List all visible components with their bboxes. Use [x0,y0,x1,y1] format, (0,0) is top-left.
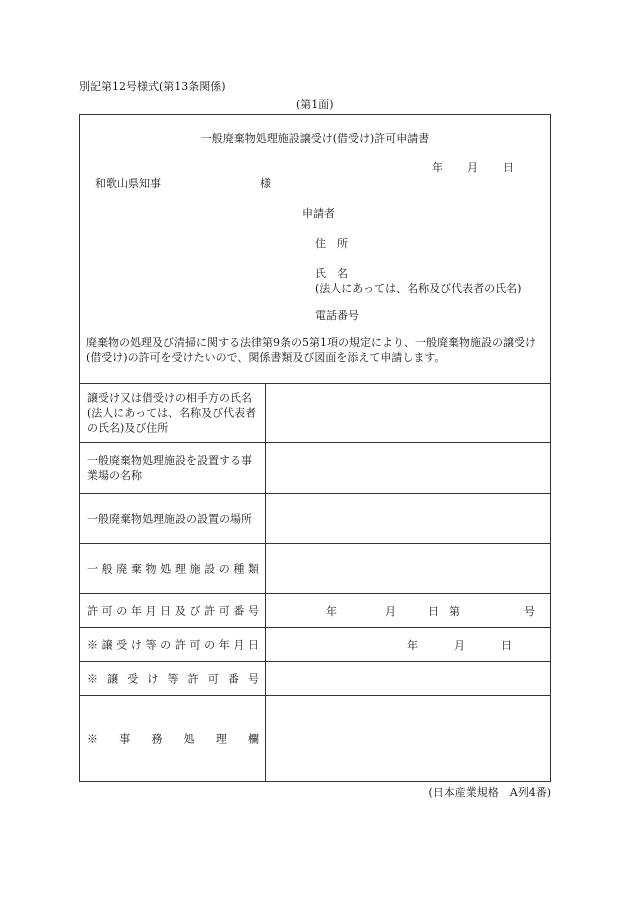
row-label-facility-site-name: 一般廃棄物処理施設を設置する事業場の名称 [87,454,252,482]
transfer-permit-day: 日 [501,638,512,652]
permit-day: 日 [428,604,439,618]
row-label-facility-type: 一般廃棄物処理施設の種類 [87,562,259,575]
application-form [79,114,551,782]
row-label-permit-date-number: 許可の年月日及び許可番号 [87,604,259,617]
date-month: 月 [467,161,478,174]
table-row [80,383,550,443]
honorific: 様 [260,177,271,190]
permit-year: 年 [326,604,337,618]
table-row [80,594,550,628]
address-label: 住 所 [315,237,348,250]
transfer-permit-date-value-field[interactable] [266,628,550,661]
transfer-permit-year: 年 [407,638,418,652]
date-year: 年 [432,161,443,174]
table-row [80,628,550,662]
row-label-transfer-permit-date: ※譲受け等の許可の年月日 [87,638,259,651]
name-label: 氏 名 [315,267,348,280]
addressee: 和歌山県知事 [95,177,161,190]
permit-number-prefix: 第 [449,604,460,618]
facility-site-name-value-field[interactable] [266,443,550,493]
row-label-facility-location: 一般廃棄物処理施設の設置の場所 [87,512,252,525]
row-label-transfer-permit-number: ※譲受け等許可番号 [87,672,259,685]
page-label: (第1面) [296,98,334,111]
phone-label: 電話番号 [315,309,359,322]
permit-date-number-value-field[interactable] [266,594,550,627]
name-note: (法人にあっては、名称及び代表者の氏名) [315,282,522,295]
counterparty-value-field[interactable] [266,383,550,442]
form-number: 別記第12号様式(第13条関係) [79,80,226,93]
application-statement: 廃棄物の処理及び清掃に関する法律第9条の5第1項の規定により、一般廃棄物施設の譲受け(借受け)の許可を受けたいので、関係書類及び図面を添えて申請します。 [86,336,536,364]
form-header [80,115,550,384]
form-title: 一般廃棄物処理施設譲受け(借受け)許可申請書 [200,132,430,145]
table-row [80,696,550,781]
facility-type-value-field[interactable] [266,544,550,593]
table-row [80,443,550,494]
table-row [80,494,550,544]
permit-number-suffix: 号 [524,604,535,618]
row-label-office-processing: ※事務処理欄 [87,732,259,745]
table-row [80,544,550,594]
date-day: 日 [503,161,514,174]
table-row [80,662,550,696]
facility-location-value-field[interactable] [266,494,550,543]
row-label-counterparty: 譲受け又は借受けの相手方の氏名(法人にあっては、名称及び代表者の氏名)及び住所 [87,391,257,434]
permit-month: 月 [385,604,396,618]
applicant-label: 申請者 [302,207,335,220]
paper-size-note: (日本産業規格 A列4番) [428,786,551,799]
transfer-permit-number-value-field[interactable] [266,662,550,695]
office-processing-value-field[interactable] [266,696,550,781]
transfer-permit-month: 月 [454,638,465,652]
